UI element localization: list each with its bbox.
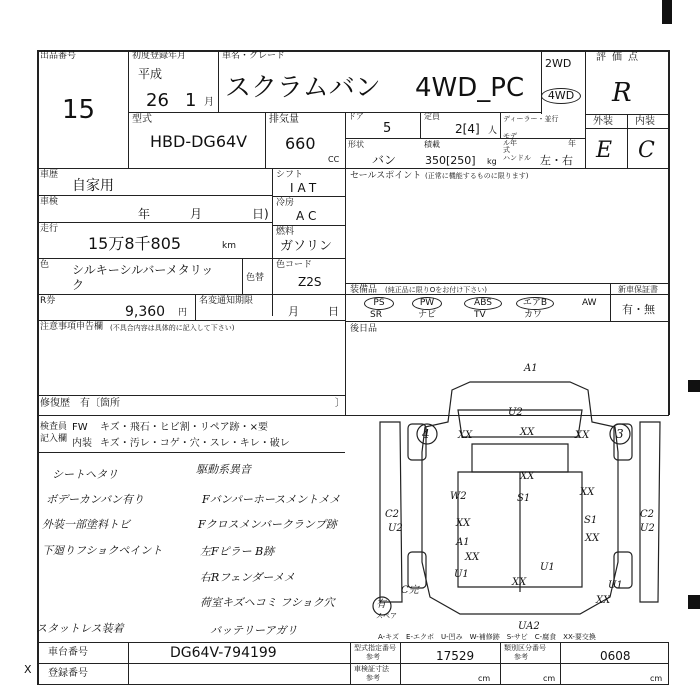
class-label: 類別区分番号	[504, 644, 546, 652]
cat-label: 型式指定番号	[354, 644, 396, 652]
equip-leather: カワ	[524, 310, 543, 320]
equip-pw: PW	[412, 297, 442, 310]
reg-year: 26	[146, 90, 169, 111]
color-value-2: ク	[72, 278, 85, 292]
diagram-legend: A-キズ E-エクボ U-凹み W-補修跡 S-サビ C-腐食 XX-要交換	[378, 633, 596, 641]
car-diagram	[340, 362, 670, 642]
kg-unit: kg	[487, 157, 497, 166]
repair-close: 〕	[335, 398, 345, 409]
yen-unit: 円	[178, 308, 188, 318]
notes-sub: (不具合内容は具体的に記入して下さい)	[110, 324, 235, 332]
mark-s1-right: S1	[584, 515, 598, 526]
lot-label: 出品番号	[40, 51, 77, 61]
fuel-label: 燃料	[276, 227, 295, 237]
equip-sr: SR	[370, 310, 382, 320]
size-cm-3: cm	[650, 674, 663, 683]
mark-xx-rside: XX	[580, 487, 595, 498]
mark-4-left: 4	[422, 427, 430, 441]
mark-ua2: UA2	[518, 621, 540, 632]
tax-value: 9,360	[125, 304, 166, 320]
lot-number: 15	[62, 95, 96, 125]
model-year-label: モデル年式	[503, 132, 517, 154]
note-right-2: Fバンパーホースメントメメ	[202, 493, 341, 506]
class-sub: 参考	[514, 653, 528, 661]
x-mark: X	[24, 663, 32, 676]
mark-u2-left: U2	[388, 523, 403, 534]
cat-value: 17529	[436, 649, 475, 663]
mark-a1-top: A1	[524, 363, 538, 374]
mileage-label: 走行	[40, 224, 59, 234]
note-left-2: ボデーカンバン有り	[46, 493, 145, 506]
shape-label: 形状	[348, 140, 364, 149]
repair-label: 修復歴	[40, 398, 70, 409]
equip-tv: TV	[474, 310, 486, 320]
warranty-label: 新車保証書	[618, 285, 658, 294]
model-label: 車名・グレード	[222, 51, 286, 61]
warranty-value: 有・無	[622, 303, 655, 316]
mark-spare-yes: 有	[376, 599, 386, 610]
mark-u2-right: U2	[640, 523, 655, 534]
score-label: 評価点	[596, 52, 644, 63]
inspection-day: 日)	[252, 207, 269, 221]
mark-3-right: 3	[616, 427, 624, 441]
sales-sub: (正常に機能するものに限ります)	[425, 172, 529, 180]
sales-label: セールスポイント	[350, 171, 422, 181]
capacity-label: 定員	[424, 112, 440, 121]
dealer-label: ディーラー・並行	[503, 115, 559, 123]
equip-ps: PS	[364, 297, 394, 310]
mileage-value: 15万8千805	[88, 234, 182, 253]
mark-s1-center: S1	[517, 493, 531, 504]
color-label: 色	[40, 260, 50, 270]
color-code-label: 色コード	[276, 260, 313, 270]
shape-value: バン	[372, 153, 397, 167]
exterior-label: 外装	[593, 116, 613, 127]
month-unit: 月	[204, 97, 214, 108]
inspector-row1: キズ・飛石・ヒビ割・リペア跡・×要	[100, 422, 268, 433]
color-code: Z2S	[298, 275, 322, 289]
equip-navi: ナビ	[418, 310, 437, 320]
displacement-value: 660	[285, 134, 316, 153]
mark-xx-right: XX	[575, 430, 590, 441]
after-label: 後日品	[350, 324, 378, 334]
expiry-day: 日	[328, 305, 339, 318]
capacity-value: 2[4]	[455, 122, 480, 136]
shift-label: シフト	[276, 170, 304, 180]
mark-xx-center: XX	[520, 471, 535, 482]
grade: 4WD_PC	[415, 73, 525, 103]
history-value: 自家用	[72, 178, 114, 194]
tax-label: R券	[40, 296, 56, 306]
inspector-label: 検査員記入欄	[40, 422, 68, 444]
load-value: 350[250]	[425, 154, 476, 167]
chassis-label: 車台番号	[48, 647, 88, 658]
reg-month: 1	[185, 90, 197, 111]
mark-w2: W2	[450, 491, 467, 502]
size-cm-2: cm	[543, 674, 556, 683]
size-label: 車検証寸法	[354, 665, 389, 673]
car-name: スクラムバン	[225, 73, 381, 103]
equipment-sub: (純正品に限りΟをお付け下さい)	[385, 286, 487, 294]
note-left-3: 外装一部塗料トビ	[42, 518, 130, 531]
size-cm-1: cm	[478, 674, 491, 683]
mark-xx-top: XX	[520, 427, 535, 438]
note-right-1: 駆動系異音	[196, 463, 251, 476]
type-value: HBD-DG64V	[150, 132, 248, 151]
equipment-label: 装備品	[350, 285, 378, 295]
displacement-label: 排気量	[269, 114, 299, 125]
door-value: 5	[383, 121, 392, 136]
equip-abs: ABS	[464, 297, 502, 310]
mark-a1-mid: A1	[456, 537, 470, 548]
inspection-month: 月	[190, 207, 203, 221]
note-right-3: Fクロスメンバークランプ跡	[198, 518, 337, 531]
mark-u1-mid: U1	[540, 562, 555, 573]
mark-xx-low: XX	[512, 577, 527, 588]
color-value-1: シルキーシルバーメタリッ	[72, 263, 214, 277]
reg-label: 登録番号	[48, 668, 88, 679]
spare-label: スペア	[376, 612, 397, 620]
corner-mark-top	[662, 0, 672, 24]
mark-xx-mid2: XX	[465, 552, 480, 563]
mark-c2-right: C2	[640, 509, 655, 520]
equip-airbag: エアB	[516, 297, 554, 310]
note-right-7: バッテリーアガリ	[210, 624, 298, 637]
note-right-5: 右Rフェンダーメメ	[200, 571, 295, 584]
equip-aw: AW	[582, 298, 597, 308]
inspector-row2: キズ・汚レ・コゲ・穴・スレ・キレ・破レ	[100, 438, 290, 449]
history-label: 車歴	[40, 170, 59, 180]
first-reg-label: 初度登録年月	[132, 51, 187, 61]
mark-xx-mid: XX	[456, 518, 471, 529]
note-right-4: 左Fピラー B跡	[200, 545, 275, 558]
era: 平成	[138, 67, 163, 81]
chassis-value: DG64V-794199	[170, 645, 277, 661]
model-year-unit: 年	[568, 139, 576, 148]
mark-u1-left: U1	[454, 569, 469, 580]
mark-xx-right2: XX	[585, 533, 600, 544]
km-unit: km	[222, 241, 236, 251]
corner-mark-right-2	[688, 595, 700, 609]
inspector-interior: 内装	[72, 438, 92, 449]
cat-sub: 参考	[366, 653, 380, 661]
drive-2wd: 2WD	[545, 57, 572, 70]
interior-grade: C	[638, 138, 655, 163]
repair-value: 有〔箇所	[80, 398, 120, 409]
exterior-grade: E	[596, 138, 613, 163]
load-label: 積載	[424, 140, 440, 149]
cc-unit: CC	[328, 155, 340, 164]
mark-c2-left: C2	[385, 509, 400, 520]
shift-value: IAT	[290, 181, 321, 195]
color-change-label: 色替	[246, 273, 265, 283]
ac-value: AC	[296, 209, 321, 223]
type-label: 型式	[132, 114, 152, 125]
capacity-unit: 人	[488, 126, 498, 136]
mark-u1-right: U1	[608, 580, 623, 591]
note-left-5: スタットレス装着	[36, 622, 124, 635]
class-value: 0608	[600, 649, 631, 663]
expiry-month: 月	[288, 305, 299, 318]
fuel-value: ガソリン	[280, 239, 333, 254]
inspection-year: 年	[138, 207, 151, 221]
ac-label: 冷房	[276, 198, 295, 208]
interior-label: 内装	[635, 116, 655, 127]
door-label: ドア	[348, 112, 364, 121]
size-sub: 参考	[366, 674, 380, 682]
inspector-fw: FW	[72, 422, 88, 433]
note-left-1: シートヘタリ	[52, 468, 118, 481]
mark-u2-top: U2	[508, 407, 523, 418]
handle-label: ハンドル	[503, 154, 531, 162]
mark-c-done: C完	[401, 585, 419, 596]
notes-label: 注意事項申告欄	[40, 322, 104, 332]
handle-value: 左・右	[540, 154, 573, 167]
mark-xx-left: XX	[458, 430, 473, 441]
expiry-label: 名変通知期限	[199, 296, 254, 306]
drive-4wd-circled: 4WD	[541, 88, 581, 104]
corner-mark-right	[688, 380, 700, 392]
score-value: R	[612, 78, 632, 108]
inspection-label: 車検	[40, 197, 59, 207]
mark-xx-rlow: XX	[596, 595, 611, 606]
note-right-6: 荷室キズヘコミ フショク穴	[200, 596, 335, 609]
note-left-4: 下廻りフショクペイント	[42, 544, 163, 557]
